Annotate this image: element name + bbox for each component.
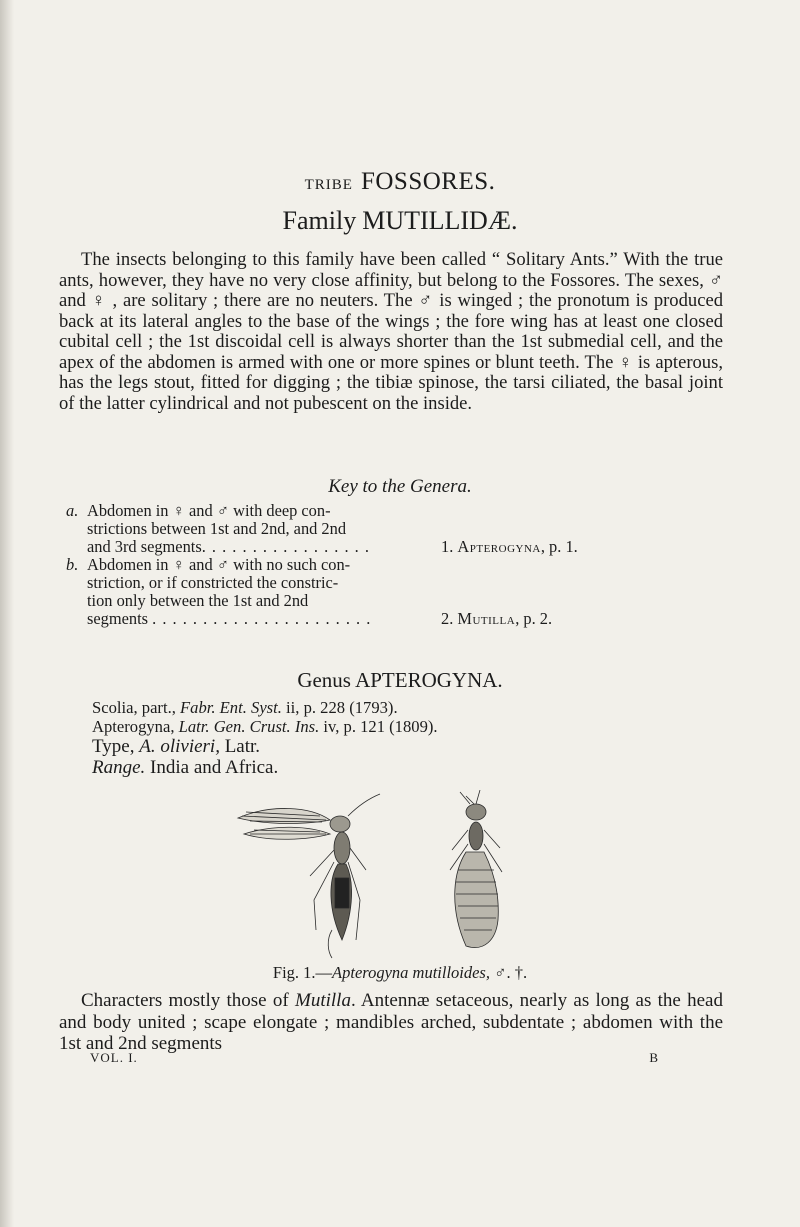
tribe-name: FOSSORES.	[360, 168, 496, 195]
synonym-reference: ii, p. 228 (1793).	[281, 698, 398, 717]
synonym-citation: Fabr. Ent. Syst.	[180, 698, 282, 717]
result-genus: Mutilla	[457, 608, 516, 628]
key-entry-line: segments	[87, 608, 149, 628]
range-label: Range.	[92, 757, 146, 778]
tribe-heading	[0, 168, 800, 196]
volume-mark: VOL. I.	[90, 1050, 138, 1065]
range-value: India and Africa.	[145, 757, 279, 778]
genus-heading	[0, 668, 800, 693]
result-number: 2.	[441, 608, 454, 628]
leader-dots: . . . . . . . . . . . . . . . . . . . . . .	[152, 608, 372, 628]
wingless-insect-drawing	[450, 790, 502, 948]
family-name: MUTILLIDÆ.	[362, 206, 518, 235]
family-label: Family	[282, 206, 357, 235]
type-label: Type,	[92, 736, 140, 757]
characters-paragraph	[59, 990, 723, 1055]
tribe-label: TRIBE	[304, 177, 353, 193]
figure-scale: †.	[510, 963, 528, 982]
figure-species: Apterogyna mutilloides,	[332, 963, 490, 982]
synonym-citation: Latr. Gen. Crust. Ins.	[178, 717, 320, 736]
synonym-reference: iv, p. 121 (1809).	[319, 717, 438, 736]
key-entry-line: and 3rd segments	[87, 536, 202, 556]
key-entry-line: striction, or if constricted the constric-	[87, 573, 339, 593]
result-genus: Apterogyna	[457, 536, 541, 556]
synonymy	[92, 698, 438, 736]
result-page: , p. 1.	[540, 536, 578, 556]
synonym-name: Scolia, part.,	[92, 698, 181, 717]
key-entry-line: Abdomen in ♀ and ♂ with deep con-	[87, 501, 331, 520]
key-title: Key to the Genera.	[328, 476, 472, 497]
key-entry-line: strictions between 1st and 2nd, and 2nd	[87, 518, 347, 538]
key-entry-letter: b.	[66, 555, 79, 575]
key-entry-a	[66, 502, 666, 555]
characters-genus: Mutilla	[295, 990, 351, 1011]
key-entry-line: tion only between the 1st and 2nd	[87, 590, 309, 610]
intro-paragraph	[59, 250, 723, 414]
genus-name: APTEROGYNA.	[355, 668, 503, 692]
key-entry-result	[441, 610, 552, 628]
key-entry-line: Abdomen in ♀ and ♂ with no such con-	[87, 555, 351, 575]
figure-sex: ♂.	[489, 963, 511, 982]
synonym-line	[92, 698, 438, 717]
type-species: A. olivieri,	[139, 736, 220, 757]
key-entry-letter: a.	[66, 501, 79, 520]
result-number: 1.	[441, 536, 454, 556]
leader-dots: . . . . . . . . . . . . . . . . .	[201, 536, 370, 556]
winged-insect-drawing	[238, 794, 380, 958]
genus-label: Genus	[297, 668, 351, 692]
range-line	[92, 757, 278, 778]
figure-number: Fig. 1.—	[272, 963, 333, 982]
intro-text: The insects belonging to this family have been called “ Solitary Ants.” With the true ants, however, they have no very close affinity, but belong to the Fossores. The sexes, ♂ and ♀ , are solitary ; there are no neuters. The ♂ is winged ; the pronotum is produced back at its lateral angles to the base of the wings ; the fore wing has at least one closed cubital cell ; the 1st discoidal cell is always shorter than the 1st submedial cell, and the apex of the abdomen is armed with one or more spines or blunt teeth. The ♀ is apterous, has the legs stout, fitted for digging ; the tibiæ spinose, the tarsi ciliated, the basal joint of the latter cylindrical and not pubescent on the inside.	[59, 249, 723, 414]
type-range-block	[92, 736, 278, 778]
type-line	[92, 736, 278, 757]
insect-illustration	[230, 790, 570, 960]
result-page: , p. 2.	[515, 608, 553, 628]
family-heading	[0, 206, 800, 236]
key-entry-result	[441, 538, 578, 556]
key-list	[66, 502, 666, 629]
signature-mark: B	[649, 1050, 658, 1065]
type-author: Latr.	[219, 736, 261, 757]
synonym-name: Apterogyna,	[92, 717, 179, 736]
figure-caption	[0, 963, 800, 983]
key-entry-b	[66, 556, 666, 627]
page-footer	[90, 1050, 710, 1066]
characters-text: Characters mostly those of Mutilla. Antennæ setaceous, nearly as long as the head and body united ; scape elongate ; mandibles arched, subdentate ; abdomen with the 1st and 2nd segments	[59, 990, 723, 1054]
synonym-line	[92, 717, 438, 736]
